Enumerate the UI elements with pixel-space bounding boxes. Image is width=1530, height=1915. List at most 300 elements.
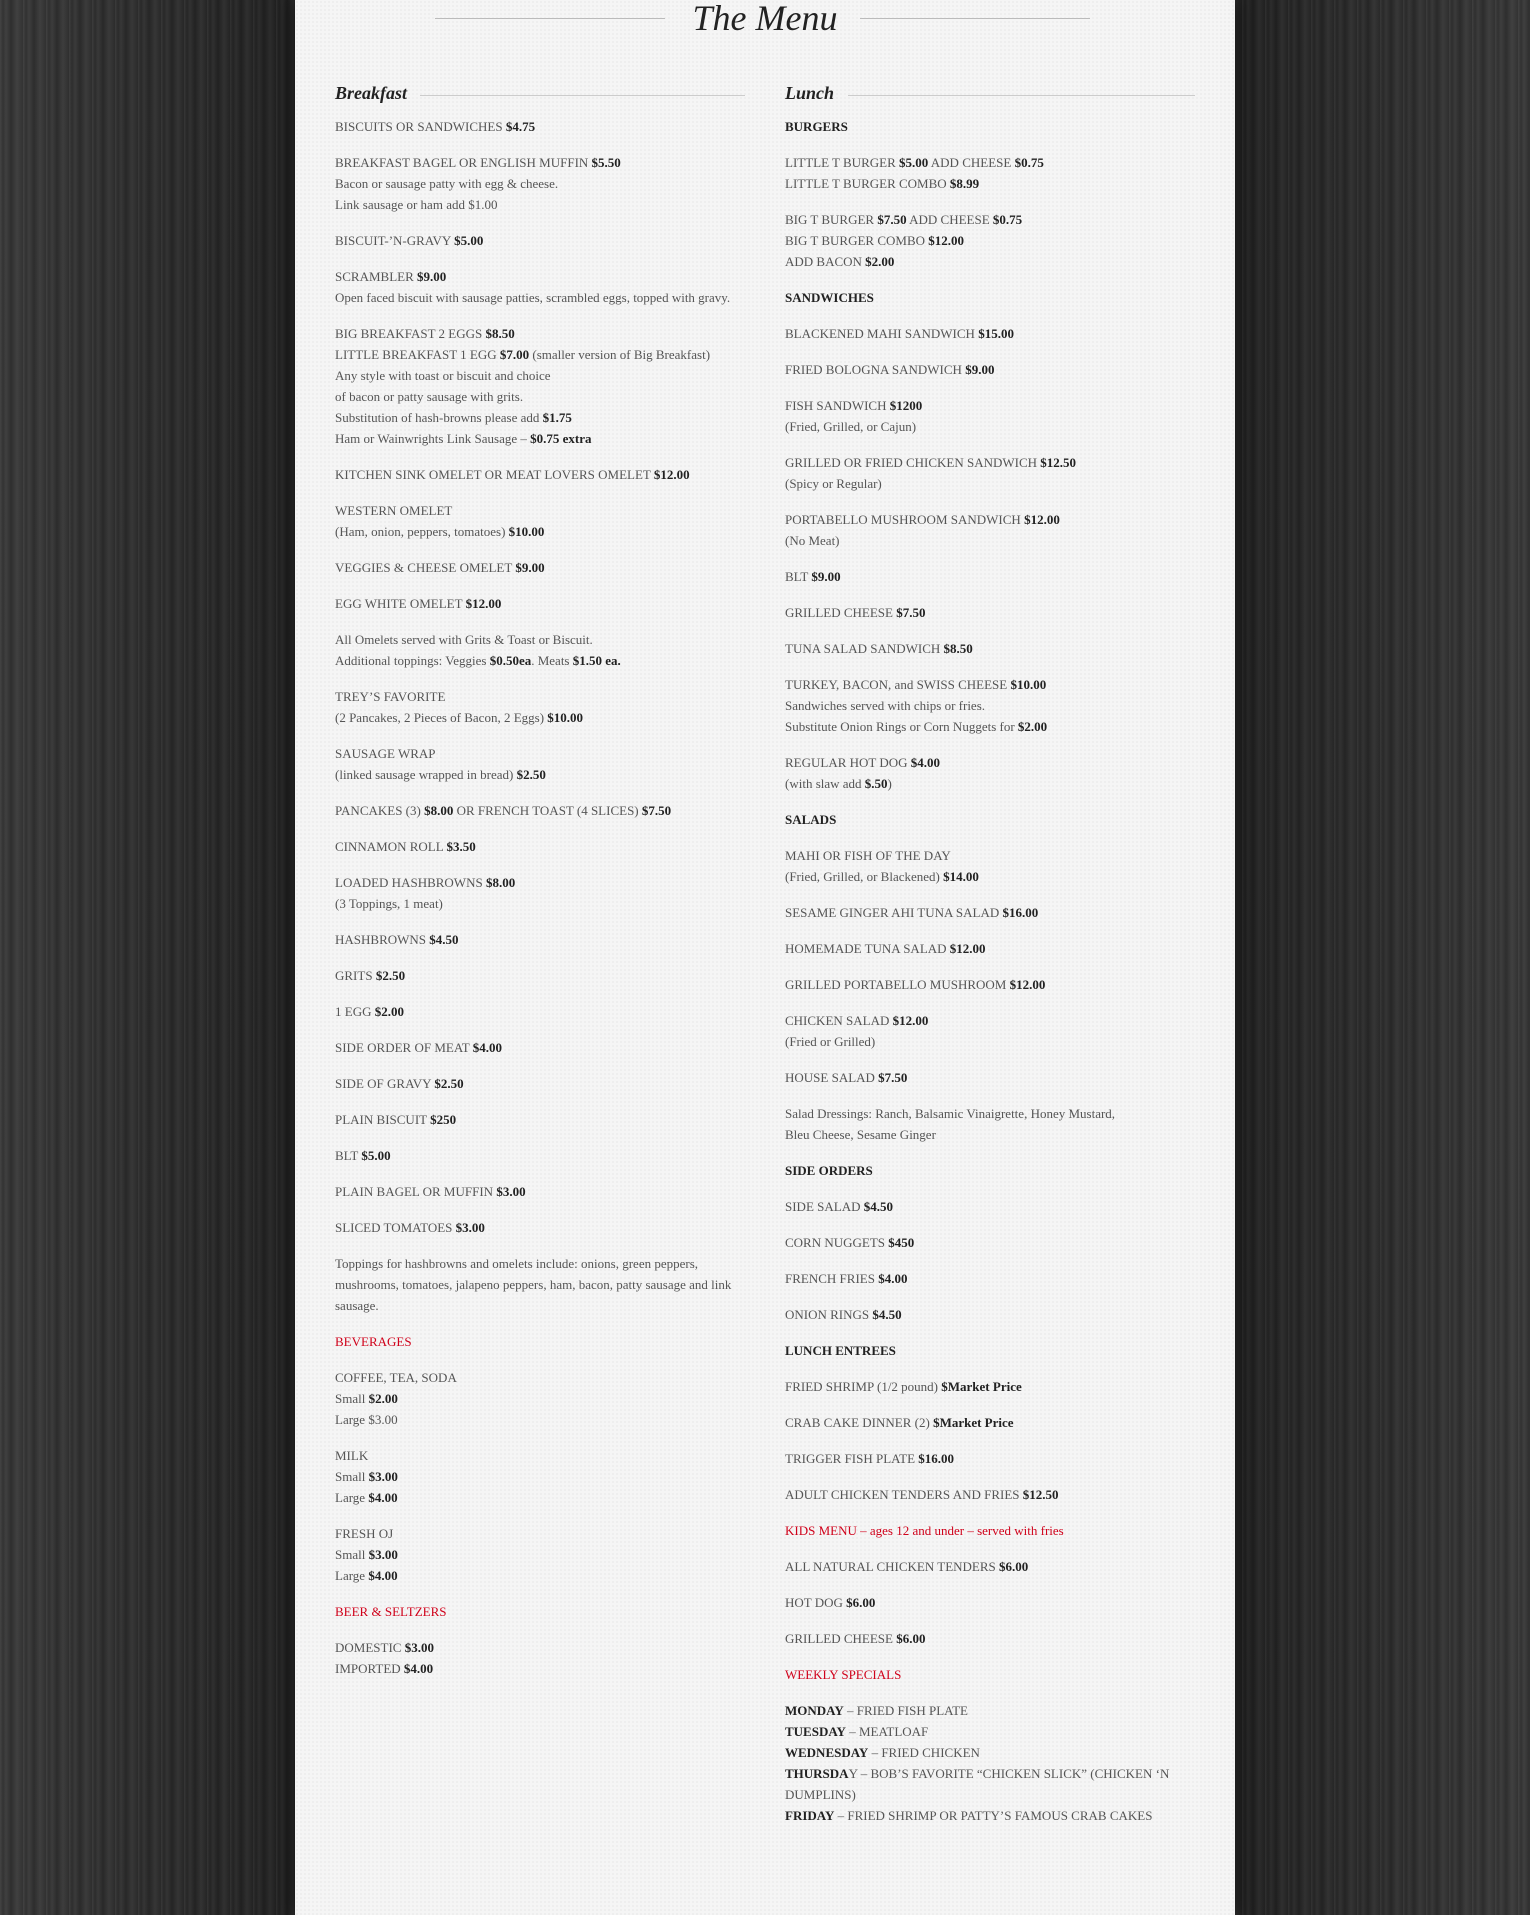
menu-line	[785, 1700, 1195, 1721]
menu-line	[785, 695, 1195, 716]
menu-line	[785, 1721, 1195, 1742]
menu-line	[335, 1658, 745, 1679]
menu-line	[785, 1805, 1195, 1826]
menu-item	[335, 230, 745, 251]
menu-item	[785, 1304, 1195, 1325]
menu-line	[335, 872, 745, 893]
menu-line	[335, 557, 745, 578]
menu-price: $Market Price	[933, 1415, 1014, 1430]
menu-price: $0.75 extra	[530, 431, 592, 446]
menu-price: $9.00	[417, 269, 447, 284]
menu-text: HOT DOG	[785, 1595, 847, 1610]
menu-price: $8.00	[485, 875, 516, 890]
menu-text: KITCHEN SINK OMELET OR MEAT LOVERS OMELET	[335, 467, 654, 482]
menu-item	[335, 686, 745, 728]
menu-line	[335, 1217, 745, 1238]
menu-item	[785, 1160, 1195, 1181]
menu-item	[785, 809, 1195, 830]
menu-text: – FRIED FISH PLATE	[843, 1703, 968, 1718]
breakfast-column	[335, 82, 745, 1694]
menu-text: REGULAR HOT DOG	[785, 755, 911, 770]
menu-text: IMPORTED	[335, 1661, 404, 1676]
menu-text: FRENCH FRIES	[785, 1271, 879, 1286]
menu-text: (Ham, onion, peppers, tomatoes)	[335, 524, 509, 539]
breakfast-heading: Breakfast	[335, 83, 407, 103]
menu-price: $4.00	[368, 1490, 398, 1505]
menu-line	[785, 230, 1195, 251]
menu-item	[335, 323, 745, 449]
menu-category-heading: BEER & SELTZERS	[335, 1604, 447, 1619]
menu-text: OR FRENCH TOAST (4 SLICES)	[453, 803, 642, 818]
menu-line	[335, 194, 745, 215]
menu-line	[335, 1466, 745, 1487]
breakfast-heading-rule	[420, 95, 745, 96]
menu-text: SAUSAGE WRAP	[335, 746, 436, 761]
menu-price: $12.00	[653, 467, 690, 482]
menu-line	[335, 1253, 745, 1316]
menu-category-heading: WEEKLY SPECIALS	[785, 1667, 902, 1682]
menu-text: Bleu Cheese, Sesame Ginger	[785, 1127, 936, 1142]
menu-item	[785, 1592, 1195, 1613]
menu-line	[785, 809, 1195, 830]
menu-line	[785, 1304, 1195, 1325]
menu-line	[335, 323, 745, 344]
menu-line	[335, 1637, 745, 1658]
menu-text: BLT	[785, 569, 812, 584]
lunch-heading-rule	[848, 95, 1195, 96]
menu-item	[335, 1523, 745, 1586]
menu-text: (Fried, Grilled, or Blackened)	[785, 869, 944, 884]
menu-line	[785, 473, 1195, 494]
menu-text: (2 Pancakes, 2 Pieces of Bacon, 2 Eggs)	[335, 710, 548, 725]
menu-item	[785, 638, 1195, 659]
menu-text: GRILLED CHEESE	[785, 605, 897, 620]
menu-line	[335, 230, 745, 251]
menu-text: DOMESTIC	[335, 1640, 405, 1655]
menu-line	[335, 344, 745, 365]
menu-text: WESTERN OMELET	[335, 503, 453, 518]
menu-item	[785, 395, 1195, 437]
menu-price: $2.00	[1017, 719, 1048, 734]
menu-text: VEGGIES & CHEESE OMELET	[335, 560, 516, 575]
title-rule-right	[860, 18, 1090, 19]
menu-price: $12.00	[465, 596, 502, 611]
menu-item	[335, 1217, 745, 1238]
menu-line	[335, 1109, 745, 1130]
menu-line	[335, 707, 745, 728]
menu-line	[335, 1544, 745, 1565]
menu-text: LITTLE T BURGER	[785, 155, 899, 170]
menu-price: $3.00	[368, 1547, 398, 1562]
menu-text: PLAIN BAGEL OR MUFFIN	[335, 1184, 497, 1199]
menu-text: GRILLED OR FRIED CHICKEN SANDWICH	[785, 455, 1041, 470]
menu-line	[335, 593, 745, 614]
menu-item	[335, 500, 745, 542]
menu-text: – FRIED SHRIMP OR PATTY’S FAMOUS CRAB CAKES	[834, 1808, 1153, 1823]
menu-price: $8.00	[424, 803, 454, 818]
menu-line	[785, 1664, 1195, 1685]
menu-price: $10.00	[1010, 677, 1047, 692]
menu-item	[335, 1073, 745, 1094]
menu-line	[785, 566, 1195, 587]
menu-line	[335, 521, 745, 542]
menu-price: $5.00	[361, 1148, 391, 1163]
menu-line	[785, 1520, 1195, 1541]
menu-price: $12.00	[892, 1013, 929, 1028]
menu-line	[785, 1592, 1195, 1613]
menu-price: $12.50	[1022, 1487, 1059, 1502]
menu-price: $10.00	[508, 524, 545, 539]
menu-item	[335, 872, 745, 914]
menu-text: of bacon or patty sausage with grits.	[335, 389, 524, 404]
menu-text: 1 EGG	[335, 1004, 375, 1019]
menu-price: $1.50 ea.	[572, 653, 621, 668]
lunch-header	[785, 82, 1195, 104]
menu-line	[785, 173, 1195, 194]
menu-item	[335, 152, 745, 215]
menu-category-heading: KIDS MENU – ages 12 and under – served with fries	[785, 1523, 1064, 1538]
menu-item	[785, 1520, 1195, 1541]
menu-item	[335, 593, 745, 614]
menu-price: $7.50	[878, 1070, 908, 1085]
menu-text: Open faced biscuit with sausage patties, scrambled eggs, topped with gravy.	[335, 290, 731, 305]
menu-item	[335, 1145, 745, 1166]
menu-line	[335, 407, 745, 428]
menu-line	[785, 395, 1195, 416]
menu-line	[335, 965, 745, 986]
menu-text: Bacon or sausage patty with egg & cheese.	[335, 176, 559, 191]
menu-price: $5.00	[899, 155, 929, 170]
lunch-items	[785, 116, 1195, 1826]
breakfast-items	[335, 116, 745, 1679]
menu-text: GRILLED CHEESE	[785, 1631, 897, 1646]
menu-line	[785, 1340, 1195, 1361]
menu-item	[785, 1268, 1195, 1289]
lunch-heading: Lunch	[785, 83, 835, 103]
menu-price: $4.00	[368, 1568, 398, 1583]
menu-text: Salad Dressings: Ranch, Balsamic Vinaigrette, Honey Mustard,	[785, 1106, 1116, 1121]
menu-price: $0.50ea	[489, 653, 532, 668]
menu-line	[785, 902, 1195, 923]
menu-item	[335, 800, 745, 821]
menu-text: LITTLE BREAKFAST 1 EGG	[335, 347, 500, 362]
menu-line	[335, 287, 745, 308]
menu-text: Any style with toast or biscuit and choice	[335, 368, 551, 383]
menu-price: $7.00	[499, 347, 530, 362]
menu-price: $8.50	[485, 326, 515, 341]
menu-item	[785, 602, 1195, 623]
menu-item	[335, 116, 745, 137]
menu-line	[335, 428, 745, 449]
menu-line	[335, 1601, 745, 1622]
menu-section-heading: SANDWICHES	[785, 290, 874, 305]
menu-item	[335, 1037, 745, 1058]
menu-line	[335, 365, 745, 386]
menu-price: $4.75	[505, 119, 536, 134]
menu-line	[785, 530, 1195, 551]
menu-text: – FRIED CHICKEN	[868, 1745, 980, 1760]
menu-text: COFFEE, TEA, SODA	[335, 1370, 457, 1385]
menu-line	[785, 116, 1195, 137]
menu-line	[335, 743, 745, 764]
menu-price: $8.99	[949, 176, 980, 191]
menu-price: $Market Price	[941, 1379, 1022, 1394]
menu-section-heading: LUNCH ENTREES	[785, 1343, 896, 1358]
menu-item	[785, 752, 1195, 794]
menu-text: PANCAKES (3)	[335, 803, 425, 818]
menu-line	[785, 1160, 1195, 1181]
menu-text: CHICKEN SALAD	[785, 1013, 893, 1028]
menu-price: $3.50	[446, 839, 476, 854]
menu-line	[785, 845, 1195, 866]
menu-text: HOUSE SALAD	[785, 1070, 879, 1085]
menu-line	[335, 1388, 745, 1409]
menu-price: $12.00	[1009, 977, 1046, 992]
menu-item	[785, 287, 1195, 308]
menu-line	[335, 464, 745, 485]
menu-price: $12.00	[949, 941, 986, 956]
menu-item	[785, 1412, 1195, 1433]
menu-price: $9.00	[811, 569, 841, 584]
menu-item	[785, 938, 1195, 959]
menu-text: GRITS	[335, 968, 376, 983]
menu-item	[785, 452, 1195, 494]
menu-price: $1.75	[542, 410, 572, 425]
menu-price: $9.00	[515, 560, 545, 575]
menu-text: BISCUITS OR SANDWICHES	[335, 119, 506, 134]
menu-price: $4.00	[910, 755, 941, 770]
menu-line	[785, 359, 1195, 380]
menu-line	[335, 1445, 745, 1466]
menu-item	[335, 557, 745, 578]
menu-text: Sandwiches served with chips or fries.	[785, 698, 986, 713]
menu-item	[785, 1376, 1195, 1397]
menu-text: (linked sausage wrapped in bread)	[335, 767, 517, 782]
menu-price: $250	[430, 1112, 457, 1127]
menu-line	[335, 629, 745, 650]
menu-line	[785, 452, 1195, 473]
menu-price: $12.50	[1040, 455, 1077, 470]
menu-paper	[295, 0, 1235, 1915]
menu-line	[785, 287, 1195, 308]
menu-text: SIDE ORDER OF MEAT	[335, 1040, 473, 1055]
menu-line	[785, 323, 1195, 344]
menu-item	[785, 323, 1195, 344]
menu-text: LOADED HASHBROWNS	[335, 875, 486, 890]
menu-text: ALL NATURAL CHICKEN TENDERS	[785, 1559, 1000, 1574]
menu-line	[335, 1037, 745, 1058]
breakfast-header	[335, 82, 745, 104]
menu-line	[335, 893, 745, 914]
menu-text: ADD CHEESE	[906, 212, 993, 227]
menu-line	[785, 1742, 1195, 1763]
menu-item	[785, 566, 1195, 587]
menu-price: $6.00	[846, 1595, 876, 1610]
menu-text: ONION RINGS	[785, 1307, 873, 1322]
menu-line	[785, 1628, 1195, 1649]
menu-price: $5.50	[591, 155, 621, 170]
menu-text: Small	[335, 1469, 369, 1484]
menu-item	[335, 1181, 745, 1202]
menu-text: . Meats	[531, 653, 573, 668]
menu-item	[785, 674, 1195, 737]
menu-price: $2.00	[865, 254, 895, 269]
menu-price: $4.50	[863, 1199, 893, 1214]
menu-price: $450	[888, 1235, 915, 1250]
menu-price: $15.00	[978, 326, 1014, 341]
menu-line	[785, 674, 1195, 695]
menu-text: Small	[335, 1391, 369, 1406]
menu-text: FISH SANDWICH	[785, 398, 890, 413]
menu-section-heading: BURGERS	[785, 119, 848, 134]
menu-item	[785, 1700, 1195, 1826]
menu-text: Large $3.00	[335, 1412, 398, 1427]
menu-line	[785, 602, 1195, 623]
menu-text: MILK	[335, 1448, 369, 1463]
menu-line	[335, 1487, 745, 1508]
menu-item	[335, 929, 745, 950]
menu-text: CRAB CAKE DINNER (2)	[785, 1415, 934, 1430]
menu-item	[785, 152, 1195, 194]
menu-line	[785, 416, 1195, 437]
menu-text: Small	[335, 1547, 369, 1562]
menu-item	[785, 1664, 1195, 1685]
menu-line	[785, 1232, 1195, 1253]
menu-line	[785, 1031, 1195, 1052]
menu-item	[785, 509, 1195, 551]
menu-item	[335, 965, 745, 986]
menu-price: $7.50	[641, 803, 672, 818]
menu-price: $16.00	[1002, 905, 1039, 920]
menu-item	[785, 1196, 1195, 1217]
menu-text: Large	[335, 1568, 369, 1583]
menu-item	[335, 1001, 745, 1022]
menu-line	[785, 938, 1195, 959]
menu-item	[335, 1253, 745, 1316]
menu-item	[785, 1628, 1195, 1649]
menu-price: $4.00	[403, 1661, 434, 1676]
menu-price: $2.00	[368, 1391, 398, 1406]
menu-price: $0.75	[992, 212, 1023, 227]
menu-price: $5.00	[454, 233, 484, 248]
menu-text: MAHI OR FISH OF THE DAY	[785, 848, 951, 863]
menu-item	[335, 743, 745, 785]
menu-item	[335, 266, 745, 308]
menu-price: $3.00	[404, 1640, 434, 1655]
menu-line	[785, 716, 1195, 737]
menu-line	[785, 1103, 1195, 1124]
menu-price: $3.00	[455, 1220, 485, 1235]
menu-line	[335, 1523, 745, 1544]
menu-text: HASHBROWNS	[335, 932, 430, 947]
menu-line	[335, 650, 745, 671]
menu-line	[785, 1484, 1195, 1505]
menu-text: LITTLE T BURGER COMBO	[785, 176, 950, 191]
menu-item	[335, 629, 745, 671]
menu-text: SIDE OF GRAVY	[335, 1076, 435, 1091]
menu-price: $7.50	[896, 605, 926, 620]
page-title: The Menu	[692, 0, 838, 38]
menu-text: TUNA SALAD SANDWICH	[785, 641, 944, 656]
menu-price: $8.50	[943, 641, 973, 656]
menu-price: $12.00	[1024, 512, 1060, 527]
menu-line	[785, 773, 1195, 794]
menu-price: $2.50	[516, 767, 546, 782]
menu-text: BLT	[335, 1148, 362, 1163]
menu-text: (smaller version of Big Breakfast)	[529, 347, 711, 362]
menu-price: $9.00	[965, 362, 995, 377]
menu-line	[335, 929, 745, 950]
menu-line	[785, 209, 1195, 230]
menu-text: EGG WHITE OMELET	[335, 596, 466, 611]
menu-line	[335, 173, 745, 194]
menu-line	[335, 836, 745, 857]
menu-price: $.50	[864, 776, 888, 791]
menu-price: $4.00	[472, 1040, 502, 1055]
menu-line	[335, 386, 745, 407]
menu-text: Toppings for hashbrowns and omelets include: onions, green peppers, mushrooms, tomatoes, jalapeno peppers, ham, bacon, patty sausage and link sausage.	[335, 1256, 732, 1313]
menu-text: TRIGGER FISH PLATE	[785, 1451, 919, 1466]
menu-line	[335, 500, 745, 521]
menu-line	[335, 1001, 745, 1022]
menu-text: BISCUIT-’N-GRAVY	[335, 233, 455, 248]
menu-price: $1200	[889, 398, 923, 413]
menu-text: (No Meat)	[785, 533, 840, 548]
menu-item	[785, 902, 1195, 923]
menu-section-heading: WEDNESDAY	[785, 1745, 869, 1760]
menu-text: HOMEMADE TUNA SALAD	[785, 941, 950, 956]
menu-price: $16.00	[918, 1451, 955, 1466]
menu-text: SESAME GINGER AHI TUNA SALAD	[785, 905, 1003, 920]
menu-item	[785, 1448, 1195, 1469]
menu-price: $7.50	[877, 212, 907, 227]
menu-text: ADULT CHICKEN TENDERS AND FRIES	[785, 1487, 1023, 1502]
menu-price: $10.00	[547, 710, 584, 725]
menu-text: FRESH OJ	[335, 1526, 394, 1541]
menu-text: Substitution of hash-browns please add	[335, 410, 543, 425]
menu-text: Ham or Wainwrights Link Sausage –	[335, 431, 531, 446]
menu-line	[785, 1376, 1195, 1397]
menu-text: BREAKFAST BAGEL OR ENGLISH MUFFIN	[335, 155, 592, 170]
menu-price: $6.00	[896, 1631, 926, 1646]
menu-line	[785, 1556, 1195, 1577]
menu-item	[785, 845, 1195, 887]
menu-text: SCRAMBLER	[335, 269, 417, 284]
menu-line	[785, 1196, 1195, 1217]
menu-line	[785, 1010, 1195, 1031]
menu-line	[785, 1448, 1195, 1469]
menu-line	[785, 1124, 1195, 1145]
menu-line	[785, 1268, 1195, 1289]
menu-category-heading: BEVERAGES	[335, 1334, 412, 1349]
menu-item	[335, 464, 745, 485]
menu-line	[785, 638, 1195, 659]
menu-text: (with slaw add	[785, 776, 865, 791]
menu-text: )	[887, 776, 892, 791]
menu-line	[785, 251, 1195, 272]
menu-price: $4.50	[872, 1307, 902, 1322]
menu-item	[785, 1556, 1195, 1577]
menu-text: SIDE SALAD	[785, 1199, 864, 1214]
menu-text: TURKEY, BACON, and SWISS CHEESE	[785, 677, 1011, 692]
menu-section-heading: FRIDAY	[785, 1808, 835, 1823]
menu-text: GRILLED PORTABELLO MUSHROOM	[785, 977, 1010, 992]
menu-text: CORN NUGGETS	[785, 1235, 889, 1250]
menu-price: $2.50	[434, 1076, 464, 1091]
menu-price: $0.75	[1014, 155, 1044, 170]
menu-line	[785, 1763, 1195, 1805]
menu-item	[785, 1484, 1195, 1505]
